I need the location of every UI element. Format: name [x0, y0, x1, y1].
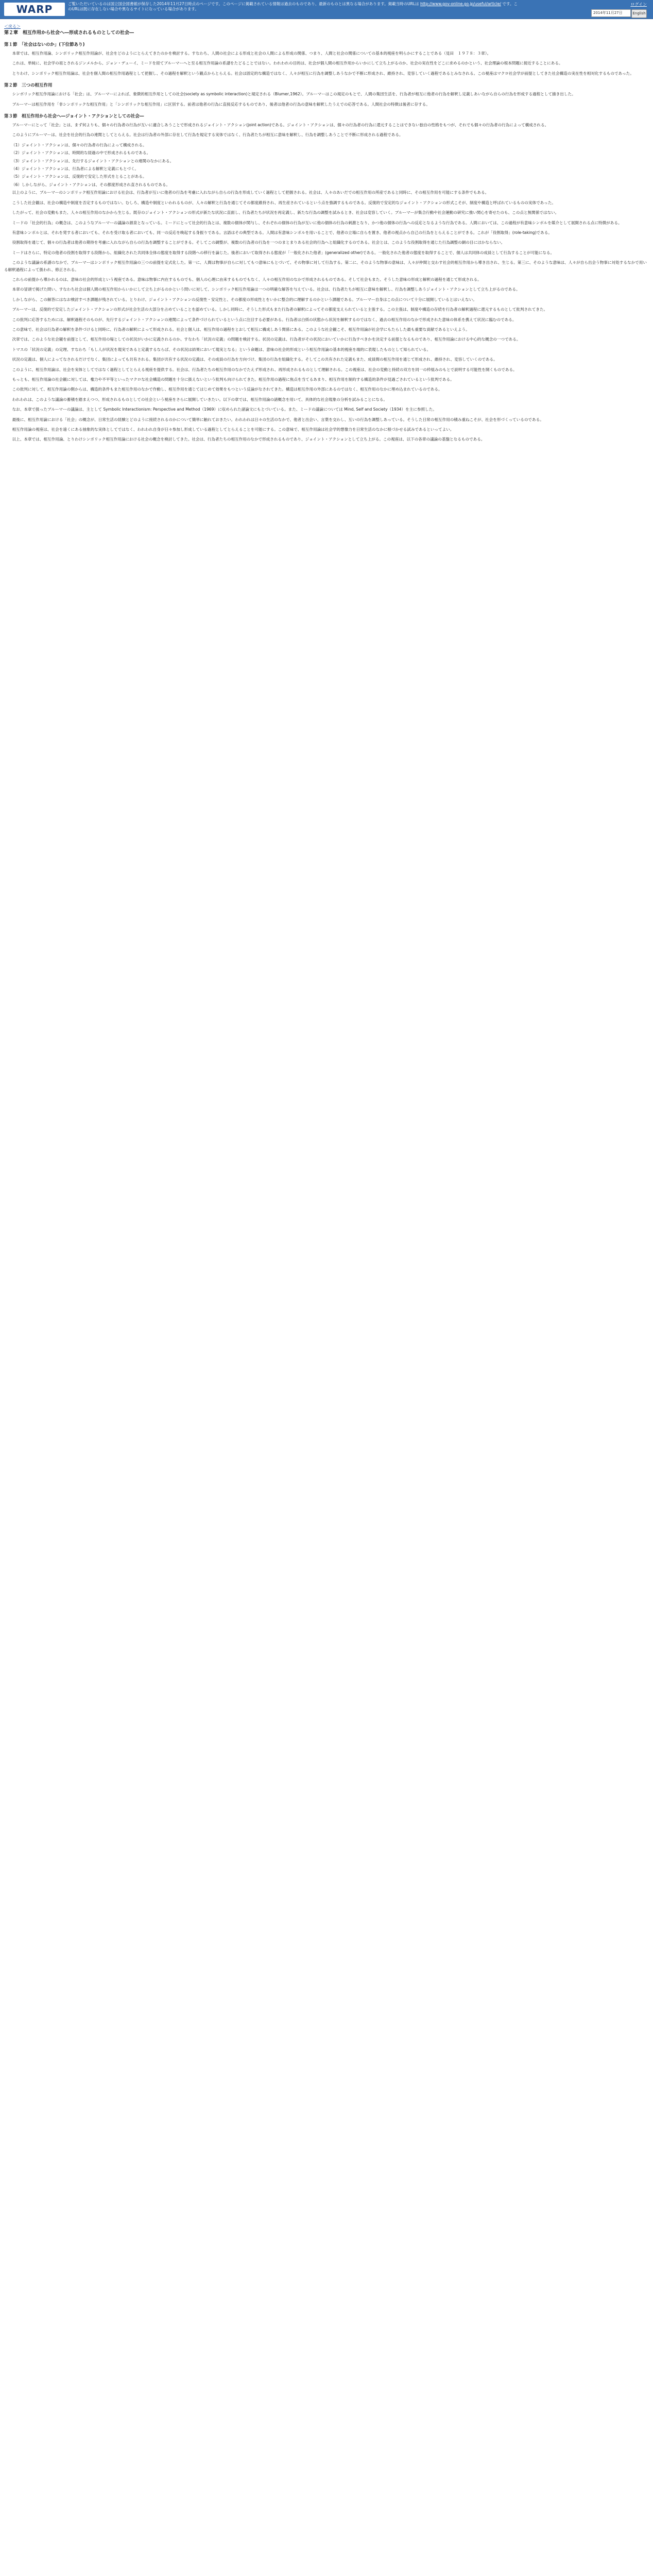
paragraph: 役割取得を通じて、個々の行為者は他者の期待を考慮に入れながら自らの行為を調整することができる。そしてこの調整が、複数の行為者の行為を一つのまとまりある社会的行為へと組織化するのである。社会とは、このような役割取得を通じた行為調整の網の目にほかならない。	[8, 240, 505, 245]
warp-logo[interactable]: WARP	[4, 3, 65, 16]
original-url-link[interactable]: http://www.gov-online.go.jp/useful/article/	[420, 2, 502, 6]
paragraph: 状況の定義は、個人によってなされるだけでなく、集団によっても共有される。集団が共有する状況の定義は、その成員の行為を方向づけ、集団の行為を組織化する。そしてこの共有された定義もまた、成員間の相互作用を通じて形成され、維持され、変容していくのである。	[8, 357, 497, 362]
list-item: （6）しかしながら、ジョイント・アクションは、その都度形成され直されるものである。	[11, 182, 170, 187]
paragraph: 最後に、相互作用論における「社会」の概念が、日常生活の経験とどのように接続されるのかについて簡単に触れておきたい。われわれは日々の生活のなかで、他者と出会い、言葉を交わし、互いの行為を調整しあっている。そうした日常の相互作用の積み重ねこそが、社会を形づくっているのである。	[8, 417, 544, 422]
paragraph: もっとも、相互作用論の社会観に対しては、権力や不平等といったマクロな社会構造の問題を十分に扱えないという批判も向けられてきた。相互作用の過程に焦点を当てるあまり、相互作用を制約する構造的条件が見過ごされているという批判である。	[8, 377, 454, 382]
paragraph: この批判に応答するためには、解釈過程そのものが、先行するジョイント・アクションの連関によって条件づけられているという点に注目する必要がある。行為者は白紙の状態から状況を解釈するのではなく、過去の相互作用のなかで形成された意味の体系を携えて状況に臨むのである。	[8, 317, 517, 322]
list-item: （5）ジョイント・アクションは、反復的で安定した形式をとることがある。	[11, 174, 147, 179]
paragraph: このように、相互作用論は、社会を実体としてではなく過程としてとらえる視座を提供する。社会は、行為者たちの相互作用のなかでたえず形成され、再形成されるものとして理解される。この視座は、社会の変動と持続の双方を同一の枠組みのもとで説明する可能性を開くものである。	[8, 367, 517, 372]
paragraph: シンボリック相互作用論における「社会」は、ブルーマーによれば、象徴的相互作用としての社会(society as symbolic interaction)と規定される（Blumer,1962）。ブルーマーはこの規定のもとで、人間の集団生活を、行為者が相互に他者の行為を解釈し定義しあいながら自らの行為を形成する過程として描き出した。	[8, 92, 576, 97]
notice-text-2: です。このURLは既に存在しない場合や異なるサイトになっている場合があります。	[68, 2, 518, 11]
paragraph: このようにブルーマーは、社会を社会的行為の連関としてとらえる。社会は行為者の外部に存在して行為を規定する実体ではなく、行為者たちが相互に意味を解釈し、行為を調整しあうことで不断に形成される過程である。	[8, 132, 403, 138]
paragraph: ミードはさらに、特定の他者の役割を取得する段階から、組織化された共同体全体の態度を取得する段階への移行を論じた。後者において取得される態度が「一般化された他者」(generalized other)である。一般化された他者の態度を取得することで、個人は共同体の成員として行為することが可能になる。	[8, 250, 555, 255]
paragraph: この意味で、社会は行為者の解釈を条件づけると同時に、行為者の解釈によって形成される。社会と個人は、相互作用の過程をとおして相互に構成しあう関係にある。このような社会観こそ、相互作用論が社会学にもたらした最も重要な貢献であるといえよう。	[8, 327, 470, 332]
paragraph: 以上、本章では、相互作用論、とりわけシンボリック相互作用論における社会の概念を検討してきた。社会は、行為者たちの相互作用のなかで形成されるものであり、ジョイント・アクションとして立ち上がる。この視座は、以下の各章の議論の基盤となるものである。	[8, 437, 485, 442]
list-item: （2）ジョイント・アクションは、時間的な経過の中で形成されるものである。	[11, 150, 151, 156]
paragraph: これらの前提から導かれるのは、意味の社会的形成という視座である。意味は物事に内在するものでも、個人の心理に由来するものでもなく、人々の相互作用のなかで形成されるものである。そして社会もまた、そうした意味の形成と解釈の過程を通じて形成される。	[8, 277, 482, 282]
paragraph: ミードの「社会的行為」の概念は、このようなブルーマーの議論の源泉となっている。ミードにとって社会的行為とは、複数の個体が関与し、それぞれの個体の行為が互いに他の個体の行為の刺激となり、かつ他の個体の行為への反応となるような行為である。人間においては、この過程が有意味シンボルを媒介として展開される点に特徴がある。	[8, 220, 622, 225]
paragraph: なお、本章で扱ったブルーマーの議論は、主として Symbolic Interactionism: Perspective and Method（1969）に収められた諸論文にもとづいている。また、ミードの議論については Mind, Self and Society（1934）を主に参照した。	[8, 407, 437, 412]
chapter-title: 第２章 相互作用から社会へ―形成されるものとしての社会―	[4, 30, 134, 36]
section-title: 第１節 「社会はないのか」(下位節あり)	[4, 42, 85, 47]
paragraph: ブルーマーは、反復的で安定したジョイント・アクションの形式が社会生活の大部分を占めていることを認めている。しかし同時に、そうした形式もまた行為者の解釈によってその都度支えられていると主張する。この主張は、制度や構造の存続を行為者の解釈過程に還元するものとして批判されてきた。	[8, 307, 548, 312]
paragraph: 本章の冒頭で掲げた問い、すなわち社会は個人間の相互作用からいかにして立ち上がるのかという問いに対して、シンボリック相互作用論は一つの明確な解答を与えている。社会は、行為者たちが相互に意味を解釈し、行為を調整しあうジョイント・アクションとして立ち上がるのである。	[8, 287, 520, 292]
paragraph: 相互作用論の視座は、社会を遠くにある抽象的な実体としてではなく、われわれ自身が日々参加し形成している過程としてとらえることを可能にする。この意味で、相互作用論は社会学的想像力を日常生活のなかに根づかせる試みであるといってよい。	[8, 427, 454, 432]
list-item: （3）ジョイント・アクションは、先行するジョイント・アクションとの連関のなかにある。	[11, 158, 174, 163]
paragraph: とりわけ、シンボリック相互作用論は、社会を個人間の相互作用過程として把握し、その過程を解釈という観点からとらえる。社会は固定的な構造ではなく、人々が相互に行為を調整しあうなかで不断に形成され、維持され、変容していく過程であるとみなされる。この視座はマクロ社会学が前提としてきた社会構造の実在性を相対化するものであった。	[8, 71, 634, 76]
paragraph: われわれは、このような議論の蓄積を踏まえつつ、形成されるものとしての社会という視座をさらに展開していきたい。以下の章では、相互作用論の諸概念を用いて、具体的な社会現象の分析を試みることになる。	[8, 397, 387, 402]
paragraph: これは、単純に、社会学の祖とされるジンメルから、ジョン・デューイ、ミードを経てブルーマーへと至る相互作用論の系譜をたどることではない。われわれの目的は、社会が個人間の相互作用からいかにして立ち上がるのか、社会の実在性をどこに求めるのかという、社会理論の根本問題に接近することにある。	[8, 61, 563, 66]
paragraph: 次章では、このような社会観を前提として、相互作用の場としての状況がいかに定義されるのか、すなわち「状況の定義」の問題を検討する。状況の定義は、行為者がその状況においていかに行為すべきかを決定する前提となるものであり、相互作用論における中心的な概念の一つである。	[8, 337, 521, 342]
notice-text: ご覧いただいているのは国立国会図書館が保存した2014年11月27日時点のページです。このページに掲載されている情報は過去のものであり、最新のものとは異なる場合があります。掲載当時のURLは	[68, 2, 419, 6]
paragraph: しかしながら、この解答にはなお検討すべき課題が残されている。とりわけ、ジョイント・アクションの反復性・安定性と、その都度の形成性とをいかに整合的に理解するのかという課題である。ブルーマー自身はこの点について十分に展開しているとはいえない。	[8, 297, 477, 302]
date-select[interactable]: 2014年11月27日	[591, 9, 631, 17]
section-title: 第３節 相互作用から社会へ―ジョイント・アクションとしての社会―	[4, 114, 144, 120]
back-link[interactable]: ＜戻る＞	[4, 24, 21, 29]
paragraph: ブルーマーにとって「社会」とは、まず何よりも、個々の行為者の行為が互いに適合しあうことで形成されるジョイント・アクション(joint action)である。ジョイント・アクションは、個々の行為者の行為に還元することはできない独自の性格をもつが、それでも個々の行為者の行為によって構成される。	[8, 123, 549, 128]
section-title: 第２節 三つの相互作用	[4, 83, 53, 89]
list-item: （1）ジョイント・アクションは、個々の行為者の行為によって構成される。	[11, 142, 147, 147]
list-item: （4）ジョイント・アクションは、行為者による解釈と定義にもとづく。	[11, 166, 139, 172]
paragraph: したがって、社会の変動もまた、人々の相互作用のなかから生じる。既存のジョイント・アクションの形式が新たな状況に直面し、行為者たちが状況を再定義し、新たな行為の調整を試みるとき、社会は変容していく。ブルーマーが集合行動や社会運動の研究に強い関心を寄せたのも、この点と無関係ではない。	[8, 210, 559, 215]
paragraph: トマスの「状況の定義」の定理、すなわち「もし人が状況を現実であると定義するならば、その状況は結果において現実となる」という命題は、意味の社会的形成という相互作用論の基本的視座を端的に表現したものとして知られている。	[8, 347, 431, 352]
login-link[interactable]: ログイン	[630, 2, 647, 7]
paragraph: 本章では、相互作用論、シンボリック相互作用論が、社会をどのようにとらえてきたのかを検討する。すなわち、人間の社会による形成と社会の人間による形成の関係、つまり、人間と社会の関係についての基本的視座を明らかにすることである（見田 １９７８：３章）。	[8, 51, 491, 56]
paragraph: ブルーマーは相互作用を「非シンボリックな相互作用」と「シンボリックな相互作用」に区別する。前者は他者の行為に直接反応するものであり、後者は他者の行為の意味を解釈したうえでの応答である。人間社会の特徴は後者に存する。	[8, 101, 430, 107]
paragraph: この批判に対して、相互作用論の側からは、構造的条件もまた相互作用のなかで作動し、相互作用を通じてはじめて効果をもつという反論がなされてきた。構造は相互作用の外部にあるのではなく、相互作用のなかに埋め込まれているのである。	[8, 387, 442, 392]
paragraph: このような議論の系譜のなかで、ブルーマーはシンボリック相互作用論の三つの前提を定式化した。第一に、人間は物事が自らに対してもつ意味にもとづいて、その物事に対して行為する。第二に、そのような物事の意味は、人々が仲間と交わす社会的相互作用から導き出され、生じる。第三に、そのような意味は、人々が自ら出会う物事に対処するなかで用いる解釈過程によって扱われ、修正される。	[4, 260, 647, 272]
paragraph: 有意味シンボルとは、それを発する者においても、それを受け取る者においても、同一の反応を喚起する身振りである。言語はその典型である。人間は有意味シンボルを用いることで、他者の立場に自らを置き、他者の視点から自己の行為をとらえることができる。これが「役割取得」(role-taking)である。	[8, 230, 552, 235]
archive-notice	[68, 2, 521, 12]
document-body	[4, 30, 647, 2576]
paragraph: 以上のように、ブルーマーのシンボリック相互作用論における社会は、行為者が互いに他者の行為を考慮に入れながら自らの行為を形成していく過程として把握される。社会は、人々のあいだでの相互作用の所産であると同時に、その相互作用を可能にする条件でもある。	[8, 190, 489, 195]
language-button[interactable]: English	[631, 9, 647, 18]
archive-banner	[0, 0, 653, 19]
paragraph: こうした社会観は、社会の構造や制度を否定するものではない。むしろ、構造や制度といわれるものが、人々の解釈と行為を通じてその都度維持され、再生産されているという点を強調するものである。反復的で安定的なジョイント・アクションの形式こそが、制度や構造と呼ばれているものの実体であった。	[8, 200, 556, 205]
